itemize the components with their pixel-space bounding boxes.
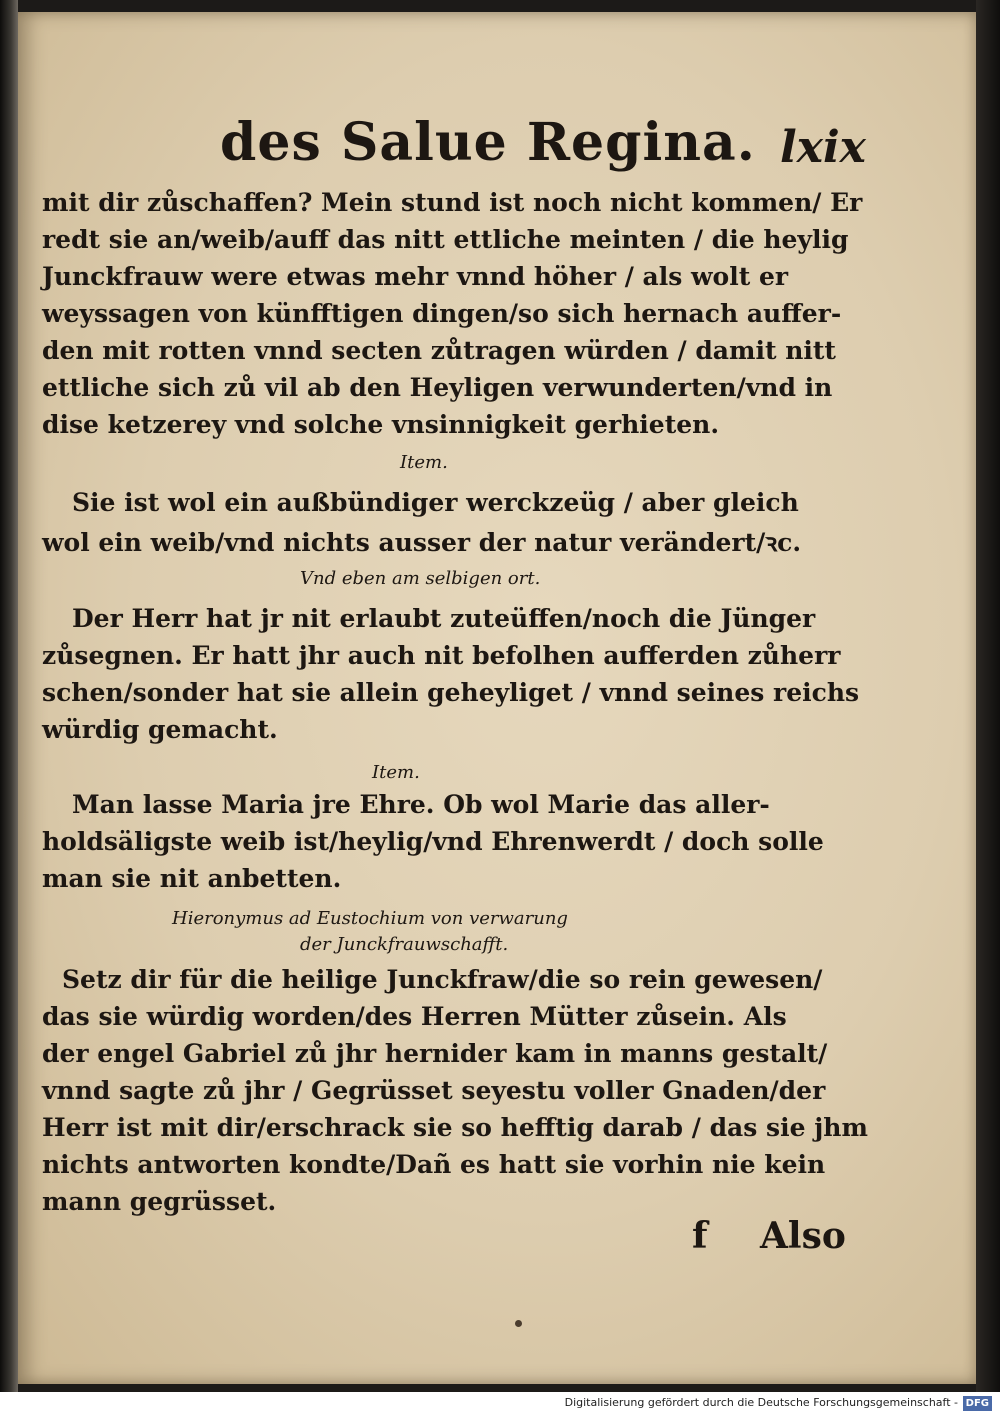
page-edge (976, 0, 1000, 1392)
text-line: nichts antworten kondte/Dañ es hatt sie vorhin nie kein (42, 1150, 826, 1179)
text-line: Herr ist mit dir/erschrack sie so hefftig darab / das sie jhm (42, 1113, 868, 1142)
section-heading: der Junckfrauwschafft. (300, 934, 509, 955)
text-line: Man lasse Maria jre Ehre. Ob wol Marie das aller- (72, 790, 770, 819)
section-heading: Vnd eben am selbigen ort. (300, 568, 541, 589)
text-line: mit dir zůschaffen? Mein stund ist noch nicht kommen/ Er (42, 188, 863, 217)
text-line: holdsäligste weib ist/heylig/vnd Ehrenwerdt / doch solle (42, 827, 824, 856)
signature-mark: f (692, 1215, 708, 1257)
text-line: ettliche sich zů vil ab den Heyligen verwunderten/vnd in (42, 373, 833, 402)
text-line: würdig gemacht. (42, 715, 278, 744)
text-line: den mit rotten vnnd secten zůtragen würden / damit nitt (42, 336, 836, 365)
ink-dot (515, 1320, 522, 1327)
item-heading: Item. (400, 452, 448, 473)
text-line: zůsegnen. Er hatt jhr auch nit befolhen aufferden zůherr (42, 641, 841, 670)
text-line: redt sie an/weib/auff das nitt ettliche meinten / die heylig (42, 225, 849, 254)
text-line: das sie würdig worden/des Herren Mütter zůsein. Als (42, 1002, 787, 1031)
text-line: vnnd sagte zů jhr / Gegrüsset seyestu voller Gnaden/der (42, 1076, 826, 1105)
text-line: Sie ist wol ein außbündiger werckzeüg / aber gleich (72, 488, 799, 517)
text-line: man sie nit anbetten. (42, 864, 342, 893)
book-spine (0, 0, 18, 1392)
text-line: Junckfrauw were etwas mehr vnnd höher / als wolt er (42, 262, 789, 291)
text-line: der engel Gabriel zů jhr hernider kam in manns gestalt/ (42, 1039, 828, 1068)
folio-number: lxix (780, 122, 866, 173)
item-heading: Item. (372, 762, 420, 783)
text-line: Setz dir für die heilige Junckfraw/die so rein gewesen/ (62, 965, 823, 994)
dfg-logo: DFG (963, 1396, 992, 1411)
text-line: dise ketzerey vnd solche vnsinnigkeit gerhieten. (42, 410, 720, 439)
section-heading: Hieronymus ad Eustochium von verwarung (172, 908, 568, 929)
text-line: mann gegrüsset. (42, 1187, 277, 1216)
running-head: des Salue Regina. (220, 112, 756, 173)
catchword: Also (760, 1215, 846, 1257)
text-line: weyssagen von künfftigen dingen/so sich hernach auffer- (42, 299, 842, 328)
funding-notice: Digitalisierung gefördert durch die Deutsche Forschungsgemeinschaft - (564, 1396, 958, 1409)
text-line: wol ein weib/vnd nichts ausser der natur verändert/ꝛc. (42, 528, 802, 557)
text-line: Der Herr hat jr nit erlaubt zuteüffen/noch die Jünger (72, 604, 816, 633)
digitization-footer (0, 1392, 1000, 1415)
text-line: schen/sonder hat sie allein geheyliget / vnnd seines reichs (42, 678, 860, 707)
